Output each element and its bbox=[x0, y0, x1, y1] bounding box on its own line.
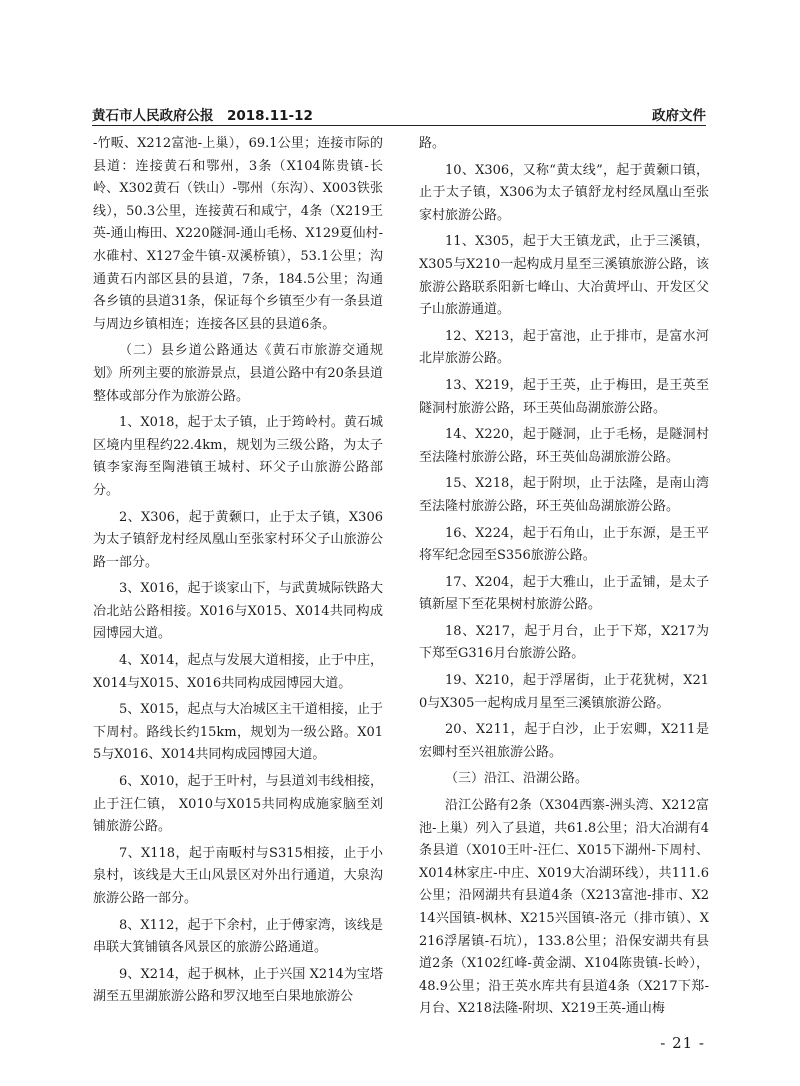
left-column bbox=[93, 133, 383, 1013]
paragraph: 7、X118，起于南畈村与S315相接，止于小泉村，该线是大王山风景区对外出行通道，大泉沟旅游公路一部分。 bbox=[93, 845, 383, 906]
paragraph: 3、X016，起于谈家山下，与武黄城际铁路大冶北站公路相接。X016与X015、X014共同构成园博园大道。 bbox=[93, 581, 383, 642]
paragraph: 16、X224，起于石角山，止于东源，是王平将军纪念园至S356旅游公路。 bbox=[419, 525, 709, 564]
paragraph: 14、X220，起于隧洞，止于毛杨，是隧洞村至法隆村旅游公路，环王英仙岛湖旅游公路。 bbox=[419, 427, 709, 465]
paragraph: （三）沿江、沿湖公路。 bbox=[445, 771, 589, 787]
paragraph: 路。 bbox=[419, 136, 446, 151]
paragraph: 17、X204，起于大雅山，止于孟铺，是太子镇新屋下至花果树村旅游公路。 bbox=[419, 574, 709, 613]
paragraph: 12、X213，起于富池，止于排市，是富水河北岸旅游公路。 bbox=[419, 328, 709, 367]
paragraph: 18、X217，起于月台，止于下郑，X217为下郑至G316月台旅游公路。 bbox=[419, 623, 709, 662]
paragraph: -竹畈、X212富池-上巢），69.1公里；连接市际的县道：连接黄石和鄂州，3条（X104陈贵镇-长岭、X302黄石（铁山）-鄂州（东沟）、X003铁张线），50.3公里，连接黄石和咸宁，4条（X219王英-通山梅田、X220隧洞-通山毛杨、X129夏仙村-水碓村、X127金牛镇-双溪桥镇），53.1公里；沟通黄石内部区县的县道，7条，184.5公里；沟通各乡镇的县道31条，保证每个乡镇至少有一条县道与周边乡镇相连；连接各区县的县道6条。 bbox=[93, 136, 383, 332]
publication-title: 黄石市人民政府公报 2018.11-12 bbox=[92, 108, 313, 124]
paragraph: 13、X219，起于王英，止于梅田，是王英至隧洞村旅游公路，环王英仙岛湖旅游公路。 bbox=[419, 377, 709, 416]
section-title: 政府文件 bbox=[652, 108, 706, 124]
paragraph: 10、X306，又称“黄太线”，起于黄颡口镇，止于太子镇，X306为太子镇舒龙村经凤凰山至张家村旅游公路。 bbox=[419, 162, 709, 223]
paragraph: 9、X214，起于枫林，止于兴国 X214为宝塔湖至五里湖旅游公路和罗汉地至白果地旅游公 bbox=[93, 966, 383, 1005]
page-number: - 21 - bbox=[660, 1034, 705, 1052]
paragraph: （二）县乡道公路通达《黄石市旅游交通规划》所列主要的旅游景点，县道公路中有20条县道整体或部分作为旅游公路。 bbox=[93, 343, 383, 404]
paragraph: 沿江公路有2条（X304西寨-洲头湾、X212富池-上巢）列入了县道，共61.8公里；沿大冶湖有4条县道（X010王叶-汪仁、X015下湖州-下周村、X014林家庄-中庄、X019大冶湖环线），共111.6公里；沿网湖共有县道4条（X213富池-排市、X214兴国镇-枫林、X215兴国镇-洛元（排市镇）、X216浮屠镇-石坑），133.8公里；沿保安湖共有县道2条（X102红峰-黄金湖、X104陈贵镇-长岭），48.9公里；沿王英水库共有县道4条（X217下郑-月台、X218法隆-附坝、X219王英-通山梅 bbox=[419, 798, 709, 1017]
paragraph: 19、X210，起于浮屠街，止于花犹树，X210与X305一起构成月星至三溪镇旅游公路。 bbox=[419, 673, 709, 711]
page-header bbox=[92, 103, 706, 126]
paragraph: 2、X306，起于黄颡口，止于太子镇，X306为太子镇舒龙村经凤凰山至张家村环父子山旅游公路一部分。 bbox=[93, 509, 383, 570]
paragraph: 6、X010，起于王叶村，与县道刘韦线相接，止于汪仁镇， X010与X015共同构成施家脑至刘铺旅游公路。 bbox=[93, 774, 383, 835]
paragraph: 15、X218，起于附坝，止于法隆，是南山湾至法隆村旅游公路，环王英仙岛湖旅游公路。 bbox=[419, 476, 709, 514]
right-column bbox=[419, 133, 709, 1025]
paragraph: 5、X015，起点与大冶城区主干道相接，止于下周村。路线长约15km，规划为一级公路。X015与X016、X014共同构成园博园大道。 bbox=[93, 702, 383, 763]
paragraph: 1、X018，起于太子镇，止于筠岭村。黄石城区境内里程约22.4km，规划为三级公路，为太子镇李家海至陶港镇王城村、环父子山旅游公路部分。 bbox=[93, 415, 383, 498]
paragraph: 11、X305，起于大王镇龙武，止于三溪镇，X305与X210一起构成月星至三溪镇旅游公路，该旅游公路联系阳新七峰山、大冶黄坪山、开发区父子山旅游通道。 bbox=[419, 234, 709, 318]
paragraph: 20、X211，起于白沙，止于宏卿，X211是宏卿村至兴祖旅游公路。 bbox=[419, 722, 709, 760]
paragraph: 8、X112，起于下余村，止于傅家湾，该线是串联大箕铺镇各风景区的旅游公路通道。 bbox=[93, 917, 383, 956]
paragraph: 4、X014，起点与发展大道相接，止于中庄，X014与X015、X016共同构成园博园大道。 bbox=[93, 653, 383, 691]
